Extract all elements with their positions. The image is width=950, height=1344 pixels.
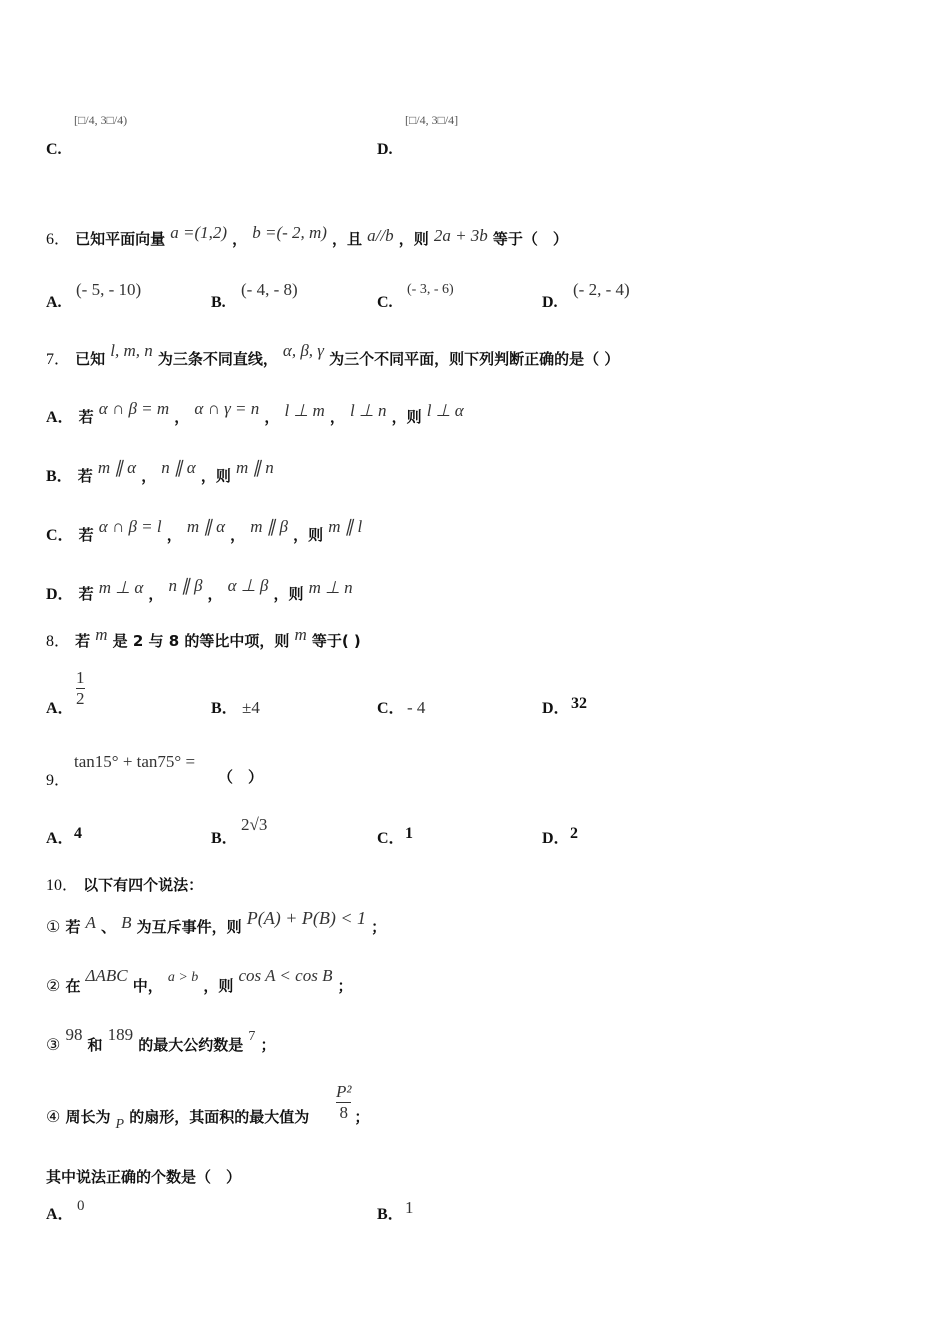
statement-text: ； [371,918,387,936]
question-7-stem [46,341,620,369]
q6-option-c-label: C. [377,294,393,311]
math-expr: α ∩ β = m [98,399,170,418]
q5-option-d-math: [□/4, 3□/4] [405,113,459,127]
math-expr: m ∥ α [186,517,226,536]
stem-text: 等于( ) [311,632,361,650]
q10-statement-2 [46,966,353,996]
option-text: ， [207,585,223,603]
q7-option-a [46,399,464,427]
option-text: 若 [78,526,94,544]
option-text: ， [264,408,280,426]
q5-option-c-math: [□/4, 3□/4) [74,113,128,127]
stem-text: 已知平面向量 [75,230,166,248]
math-expr: l ⊥ n [349,401,387,420]
statement-text: ，则 [203,977,234,995]
q6-option-a-label: A. [46,294,62,311]
statement-text: 的最大公约数是 [138,1036,244,1054]
q9-option-d-value: 2 [570,825,578,842]
circled-number: ③ [46,1037,61,1054]
vector-b-equation: b =(- 2, m) [252,223,327,242]
option-label: B． [46,468,73,485]
q6-option-c-value: (- 3, - 6) [407,282,454,297]
q10-statement-4 [46,1106,370,1132]
option-label: C． [46,527,74,544]
math-expr: l ⊥ α [426,401,464,420]
stem-text: 为三条不同直线， [157,350,278,368]
q6-option-b-value: (- 4, - 8) [241,280,298,299]
math-expr: ΔABC [85,966,128,985]
math-expr: m ∥ n [235,458,274,477]
option-text: ， [166,526,182,544]
vector-a-equation: a =(1,2) [170,223,228,242]
option-text: ，则 [273,585,304,603]
option-label: D． [46,586,74,603]
option-text: 若 [77,467,93,485]
question-10-stem [46,872,203,895]
q5-option-d-label: D. [377,141,393,158]
math-expr: n ∥ α [161,458,196,477]
q6-option-a-value: (- 5, - 10) [76,280,142,299]
math-expr: m ∥ α [97,458,137,477]
q8-option-d-label: D． [542,700,570,717]
math-number: 98 [65,1025,83,1044]
statement-text: ； [337,977,353,995]
stem-text: 为三个不同平面，则下列判断正确的是（ ） [329,350,620,368]
math-var: m [95,625,108,644]
q9-option-a-value: 4 [74,825,82,842]
statement-text: ； [354,1108,370,1126]
statement-text: 在 [65,977,81,995]
q10-option-b-label: B． [377,1206,404,1223]
q10-option-a-label: A． [46,1206,74,1223]
q6-option-d-value: (- 2, - 4) [573,280,630,299]
math-var: B [121,913,132,932]
stem-text: 以下有四个说法： [83,876,204,894]
math-expr: m ⊥ n [308,578,353,597]
q10-option-a-value: 0 [77,1198,85,1214]
q10-statement-1 [46,908,387,937]
q6-option-b-label: B. [211,294,226,311]
stem-text: ，则 [398,230,429,248]
numerator: P² [336,1082,352,1101]
q9-option-c-value: 1 [405,825,413,842]
math-var: m [294,625,307,644]
statement-text: 和 [87,1036,103,1054]
math-number: 7 [248,1029,256,1044]
math-expr: P(A) + P(B) < 1 [246,908,366,928]
q10-statement-3 [46,1025,276,1055]
lines-lmn: l, m, n [110,341,153,360]
option-label: A． [46,409,74,426]
math-expr: m ∥ β [250,517,288,536]
q8-option-b-value: ±4 [242,698,260,717]
math-expr: cos A < cos B [238,966,333,985]
math-var: A [85,913,96,932]
statement-text: ； [260,1036,276,1054]
q7-option-b [46,458,274,486]
option-text: ， [141,467,157,485]
circled-number: ① [46,919,61,936]
math-var: P [115,1117,125,1132]
numerator: 1 [76,668,85,687]
statement-text: 中， [132,977,163,995]
question-8-stem [46,625,361,651]
math-expr: a > b [167,970,199,985]
q8-option-c-value: - 4 [407,698,426,717]
option-text: 若 [78,585,94,603]
math-expr: m ⊥ α [98,578,144,597]
question-9-expression: tan15° + tan75° = [74,752,196,771]
question-number: 8． [46,633,71,650]
q9-option-c-label: C． [377,830,405,847]
option-text: ，则 [293,526,324,544]
question-6-stem [46,223,568,249]
statement-text: 的扇形，其面积的最大值为 [129,1108,310,1126]
math-expr: α ∩ γ = n [194,399,260,418]
q8-option-d-value: 32 [571,695,587,712]
question-9-paren: （ ） [218,768,264,786]
stem-text: 若 [75,632,91,650]
question-number: 7． [46,351,71,368]
denominator: 2 [76,689,85,709]
option-text: 若 [78,408,94,426]
q9-option-a-label: A． [46,830,74,847]
q7-option-c [46,517,363,545]
q9-option-d-label: D． [542,830,570,847]
q10-question: 其中说法正确的个数是（ ） [46,1168,242,1186]
q10-option-b-value: 1 [405,1198,414,1217]
math-expr: n ∥ β [168,576,203,595]
math-expr: m ∥ l [328,517,363,536]
question-number: 6． [46,231,71,248]
stem-text: ，且 [332,230,363,248]
denominator: 8 [339,1103,348,1123]
circled-number: ② [46,978,61,995]
q8-option-a-label: A． [46,700,74,717]
statement-text: 、 [101,918,117,936]
q8-option-b-label: B． [211,700,238,717]
option-text: ，则 [200,467,231,485]
parallel-condition: a//b [367,226,394,245]
q8-option-c-label: C． [377,700,405,717]
stem-text: 等于（ ） [492,230,568,248]
math-expr: α ⊥ β [227,576,269,595]
circled-number: ④ [46,1109,61,1126]
vector-expression: 2a + 3b [433,226,488,245]
math-expr: l ⊥ m [284,401,325,420]
q10-s4-fraction [336,1082,351,1124]
question-number: 10． [46,877,79,894]
q8-option-a-fraction [76,668,85,710]
q6-option-d-label: D. [542,294,558,311]
q5-option-c-label: C. [46,141,62,158]
statement-text: 若 [65,918,81,936]
option-text: ， [148,585,164,603]
option-text: ， [329,408,345,426]
stem-text: 是 2 与 8 的等比中项，则 [112,632,290,650]
statement-text: 周长为 [65,1108,111,1126]
q9-option-b-value: 2√3 [241,815,268,834]
option-text: ， [174,408,190,426]
stem-text: ， [232,230,248,248]
math-number: 189 [107,1025,134,1044]
stem-text: 已知 [75,350,106,368]
question-9-number: 9． [46,772,71,789]
option-text: ，则 [391,408,422,426]
statement-text: 为互斥事件，则 [136,918,242,936]
option-text: ， [230,526,246,544]
q7-option-d [46,576,353,604]
planes-abg: α, β, γ [282,341,325,360]
math-expr: α ∩ β = l [98,517,162,536]
q9-option-b-label: B． [211,830,238,847]
